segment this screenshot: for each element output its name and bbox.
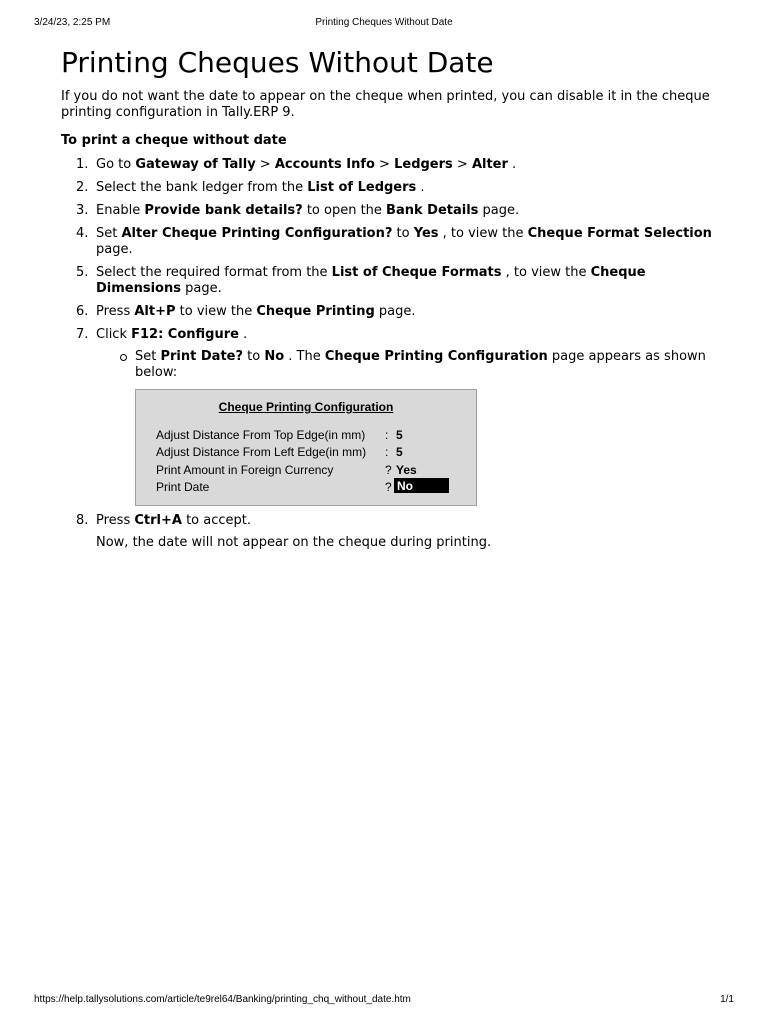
step-text: Press [96,513,135,528]
config-label: Print Amount in Foreign Currency [156,463,334,477]
step-item [61,304,721,320]
step-item [61,265,721,297]
menu-alter: Alter [471,157,508,172]
step-number: 4. [76,226,89,241]
alter-cheque-config-term: Alter Cheque Printing Configuration? [121,226,393,241]
separator: > [374,157,395,172]
step-number: 2. [76,180,89,195]
config-separator: ? [385,480,392,494]
final-note: Now, the date will not appear on the cheque during printing. [96,535,492,550]
config-value: 5 [396,428,403,442]
cheque-format-selection-term: Cheque Format Selection [527,226,712,241]
step-text: . [238,327,248,342]
step-text: page. [374,304,416,319]
page-url: https://help.tallysolutions.com/article/te9rel64/Banking/printing_chq_without_date.htm [34,994,411,1005]
config-label: Print Date [156,480,210,494]
alt-p-shortcut: Alt+P [134,304,176,319]
cheque-printing-config-screenshot [135,389,477,506]
step-text: Select the required format from the [96,265,332,280]
no-term: No [264,349,285,364]
step-number: 6. [76,304,89,319]
provide-bank-details-term: Provide bank details? [144,203,303,218]
print-header [0,17,768,31]
config-separator: : [385,428,389,442]
config-label: Adjust Distance From Top Edge(in mm) [156,428,366,442]
menu-gateway-of-tally: Gateway of Tally [135,157,256,172]
step-item [61,203,721,219]
step-text: Set [96,226,122,241]
step-text: , to view the [438,226,528,241]
config-label: Adjust Distance From Left Edge(in mm) [156,445,367,459]
step-text: Select the bank ledger from the [96,180,308,195]
substep-text: page appears as shown below: [135,349,706,380]
menu-accounts-info: Accounts Info [274,157,375,172]
separator: > [452,157,472,172]
list-of-cheque-formats-term: List of Cheque Formats [331,265,502,280]
config-value: 5 [396,445,403,459]
step-text: page. [478,203,520,218]
bank-details-term: Bank Details [386,203,479,218]
config-row-left-edge [156,444,466,459]
substeps-list [96,349,721,381]
step-text: to view the [175,304,257,319]
cheque-printing-config-term: Cheque Printing Configuration [324,349,548,364]
step-number: 5. [76,265,89,280]
step-text: Enable [96,203,145,218]
step-number: 7. [76,327,89,342]
step-number: 8. [76,513,89,528]
cheque-printing-term: Cheque Printing [256,304,375,319]
section-heading: To print a cheque without date [61,133,287,148]
step-text: , to view the [501,265,591,280]
step-item [61,157,721,173]
print-date-term: Print Date? [160,349,244,364]
config-value: Yes [396,463,417,477]
page-title: Printing Cheques Without Date [61,46,494,79]
substep-text: Set [135,349,161,364]
step-text: Go to [96,157,136,172]
cheque-dimensions-term: Cheque Dimensions [96,265,646,296]
step-item [61,327,721,506]
config-value-selected: No [394,478,449,493]
step-text: . [416,180,425,195]
f12-configure-shortcut: F12: Configure [131,327,239,342]
step-text: . [507,157,517,172]
step-item [61,513,721,529]
config-row-top-edge [156,427,466,442]
step-number: 1. [76,157,89,172]
print-datetime: 3/24/23, 2:25 PM [34,17,111,28]
config-row-foreign-currency [156,462,466,477]
step-text: to [392,226,414,241]
list-of-ledgers-term: List of Ledgers [307,180,417,195]
substep-text: . The [284,349,325,364]
substep-item [96,349,721,381]
config-separator: ? [385,463,392,477]
circle-bullet-icon [120,354,127,361]
step-number: 3. [76,203,89,218]
config-row-print-date [156,479,466,494]
article [61,46,721,551]
menu-ledgers: Ledgers [394,157,453,172]
step-text: page. [180,281,222,296]
step-item [61,180,721,196]
ctrl-a-shortcut: Ctrl+A [134,513,182,528]
substep-text: to [243,349,265,364]
print-header-title: Printing Cheques Without Date [315,17,453,28]
intro-paragraph: If you do not want the date to appear on the cheque when printed, you can disable it in the cheque printing configuration in Tally.ERP 9. [61,89,710,120]
steps-list [61,157,721,529]
yes-term: Yes [413,226,439,241]
step-text: Press [96,304,135,319]
step-text: to open the [302,203,387,218]
page-number: 1/1 [720,994,734,1005]
print-footer [0,994,768,1008]
config-separator: : [385,445,389,459]
config-title: Cheque Printing Configuration [218,400,394,414]
step-text: to accept. [181,513,251,528]
step-item [61,226,721,258]
step-text: Click [96,327,132,342]
step-text: page. [96,242,133,257]
separator: > [255,157,275,172]
